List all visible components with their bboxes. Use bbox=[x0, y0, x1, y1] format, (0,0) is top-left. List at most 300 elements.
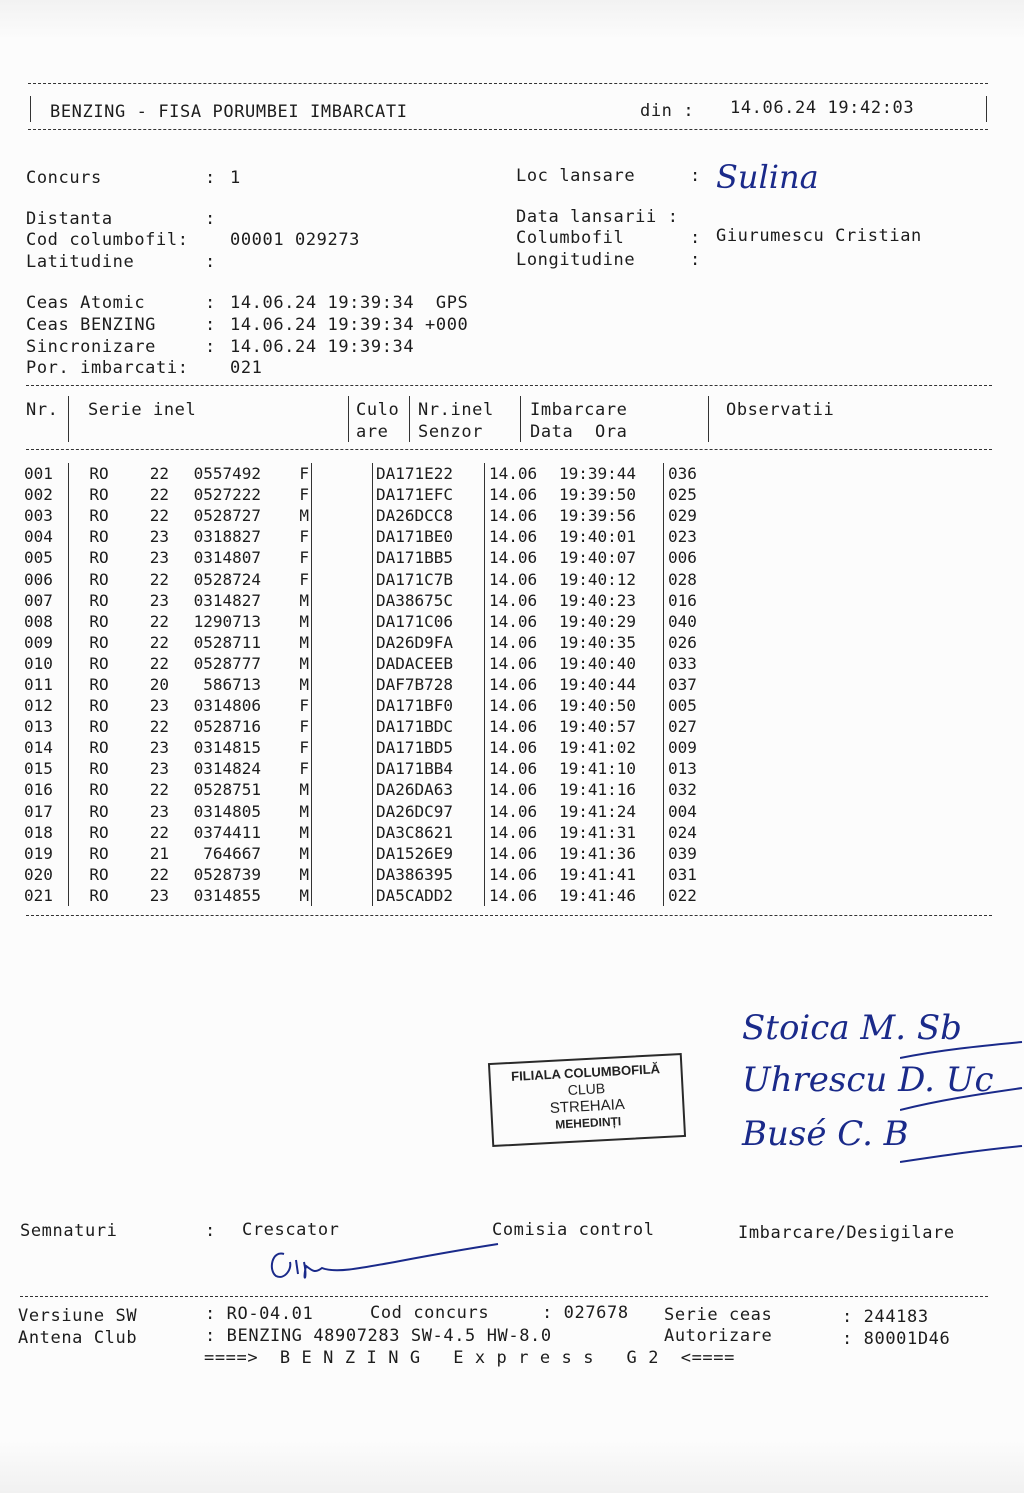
semnaturi-colon: : bbox=[205, 1221, 216, 1241]
row-year: 22 bbox=[149, 780, 169, 800]
row-year: 23 bbox=[149, 801, 169, 821]
club-stamp bbox=[488, 1053, 686, 1147]
versiune-sw-value: RO-04.01 bbox=[226, 1304, 314, 1324]
cod-concurs-value: : 027678 bbox=[542, 1303, 629, 1323]
loc-lansare-label: Loc lansare bbox=[516, 166, 636, 186]
row-country: RO bbox=[89, 738, 109, 758]
row-color bbox=[312, 484, 373, 505]
row-year: 23 bbox=[149, 759, 169, 779]
row-year: 23 bbox=[149, 548, 169, 568]
row-date: 14.06 bbox=[489, 527, 538, 547]
row-time: 19:41:02 bbox=[559, 737, 664, 758]
row-country: RO bbox=[89, 611, 109, 631]
header-divider-nr bbox=[68, 396, 69, 442]
row-ring-number: 0557492 bbox=[193, 464, 261, 484]
row-nr: 014 bbox=[24, 737, 69, 758]
row-time: 19:41:46 bbox=[559, 885, 664, 906]
row-country: RO bbox=[89, 822, 109, 842]
cod-columbofil-label: Cod columbofil: bbox=[26, 230, 189, 250]
row-sex: M bbox=[261, 843, 312, 864]
row-year: 22 bbox=[149, 464, 169, 484]
row-sex: M bbox=[261, 611, 312, 632]
antena-club-value: BENZING 48907283 SW-4.5 HW-8.0 bbox=[226, 1326, 552, 1346]
row-sensor: DA171C7B bbox=[373, 568, 485, 589]
column-header-culo: Culo bbox=[356, 400, 400, 420]
row-year: 21 bbox=[149, 843, 169, 863]
row-observatii: 028 bbox=[668, 569, 697, 589]
row-year: 23 bbox=[149, 590, 169, 610]
row-nr: 009 bbox=[24, 632, 69, 653]
row-time: 19:40:40 bbox=[559, 653, 664, 674]
table-row bbox=[24, 590, 728, 611]
crescator-signature bbox=[262, 1240, 502, 1296]
row-sensor: DADACEEB bbox=[373, 653, 485, 674]
row-sex: M bbox=[261, 885, 312, 906]
table-row bbox=[24, 822, 728, 843]
row-date: 14.06 bbox=[489, 717, 538, 737]
row-sensor: DA171C06 bbox=[373, 611, 485, 632]
table-row bbox=[24, 653, 728, 674]
serie-ceas-label: Serie ceas bbox=[664, 1305, 773, 1325]
row-time: 19:41:31 bbox=[559, 822, 664, 843]
row-sensor: DA3C8621 bbox=[373, 822, 485, 843]
row-time: 19:40:01 bbox=[559, 526, 664, 547]
row-color bbox=[312, 716, 373, 737]
row-date: 14.06 bbox=[489, 780, 538, 800]
row-nr: 010 bbox=[24, 653, 69, 674]
row-sex: M bbox=[261, 653, 312, 674]
loc-lansare-handwritten: Sulina bbox=[716, 158, 819, 196]
row-year: 22 bbox=[149, 822, 169, 842]
row-nr: 001 bbox=[24, 463, 69, 484]
row-year: 23 bbox=[149, 527, 169, 547]
row-country: RO bbox=[89, 548, 109, 568]
versiune-label: Versiune SW bbox=[18, 1306, 138, 1326]
row-time: 19:41:24 bbox=[559, 801, 664, 822]
row-sex: F bbox=[261, 547, 312, 568]
row-nr: 008 bbox=[24, 611, 69, 632]
row-ring-number: 0528751 bbox=[193, 780, 261, 800]
row-ring-number: 1290713 bbox=[193, 611, 261, 631]
row-country: RO bbox=[89, 717, 109, 737]
row-ring-number: 0314855 bbox=[193, 885, 261, 905]
pigeon-table bbox=[24, 463, 728, 906]
row-year: 23 bbox=[149, 885, 169, 905]
header-divider-imbarcare bbox=[708, 396, 709, 442]
row-time: 19:39:56 bbox=[559, 505, 664, 526]
row-color bbox=[312, 843, 373, 864]
row-time: 19:41:41 bbox=[559, 864, 664, 885]
row-observatii: 031 bbox=[668, 864, 697, 884]
row-ring-number: 0314805 bbox=[193, 801, 261, 821]
row-color bbox=[312, 653, 373, 674]
print-datetime: 14.06.24 19:42:03 bbox=[730, 98, 915, 118]
sincronizare-label: Sincronizare bbox=[26, 337, 157, 357]
row-ring-number: 0528711 bbox=[193, 632, 261, 652]
row-nr: 005 bbox=[24, 547, 69, 568]
table-row bbox=[24, 737, 728, 758]
column-header-observatii: Observatii bbox=[726, 400, 835, 420]
row-date: 14.06 bbox=[489, 864, 538, 884]
row-observatii: 040 bbox=[668, 611, 697, 631]
row-nr: 016 bbox=[24, 779, 69, 800]
latitudine-label: Latitudine bbox=[26, 252, 135, 272]
row-observatii: 024 bbox=[668, 822, 697, 842]
row-color bbox=[312, 885, 373, 906]
table-row bbox=[24, 885, 728, 906]
row-time: 19:39:50 bbox=[559, 484, 664, 505]
row-date: 14.06 bbox=[489, 590, 538, 610]
row-color bbox=[312, 695, 373, 716]
table-row bbox=[24, 779, 728, 800]
row-date: 14.06 bbox=[489, 611, 538, 631]
row-observatii: 027 bbox=[668, 717, 697, 737]
row-observatii: 022 bbox=[668, 885, 697, 905]
column-header-senzor: Senzor bbox=[418, 422, 484, 442]
row-country: RO bbox=[89, 569, 109, 589]
table-row bbox=[24, 463, 728, 484]
comisia-control-label: Comisia control bbox=[492, 1220, 655, 1240]
row-sensor: DA171BE0 bbox=[373, 526, 485, 547]
signature-underline bbox=[900, 1030, 1024, 1170]
row-time: 19:40:23 bbox=[559, 590, 664, 611]
row-year: 23 bbox=[149, 696, 169, 716]
row-sensor: DAF7B728 bbox=[373, 674, 485, 695]
row-sensor: DA171BB5 bbox=[373, 547, 485, 568]
row-sensor: DA171EFC bbox=[373, 484, 485, 505]
row-ring-number: 0528727 bbox=[193, 506, 261, 526]
table-row bbox=[24, 505, 728, 526]
row-sex: M bbox=[261, 822, 312, 843]
data-lansarii-label: Data lansarii : bbox=[516, 207, 679, 227]
column-header-nrinel: Nr.inel bbox=[418, 400, 494, 420]
header-top-rule bbox=[28, 83, 988, 84]
ceas-benzing-value: 14.06.24 19:39:34 +000 bbox=[230, 315, 469, 335]
row-color bbox=[312, 526, 373, 547]
row-sex: M bbox=[261, 590, 312, 611]
row-country: RO bbox=[89, 506, 109, 526]
document-title: BENZING - FISA PORUMBEI IMBARCATI bbox=[50, 102, 408, 122]
row-observatii: 016 bbox=[668, 590, 697, 610]
row-country: RO bbox=[89, 674, 109, 694]
row-color bbox=[312, 779, 373, 800]
table-bottom-rule bbox=[26, 915, 992, 916]
row-sex: M bbox=[261, 864, 312, 885]
row-color bbox=[312, 632, 373, 653]
table-row bbox=[24, 547, 728, 568]
cod-columbofil-value: 00001 029273 bbox=[230, 230, 361, 250]
row-sensor: DA171BDC bbox=[373, 716, 485, 737]
row-date: 14.06 bbox=[489, 485, 538, 505]
row-country: RO bbox=[89, 801, 109, 821]
row-date: 14.06 bbox=[489, 843, 538, 863]
ceas-atomic-label: Ceas Atomic bbox=[26, 293, 146, 313]
row-observatii: 039 bbox=[668, 843, 697, 863]
row-date: 14.06 bbox=[489, 801, 538, 821]
row-year: 22 bbox=[149, 653, 169, 673]
row-country: RO bbox=[89, 843, 109, 863]
din-label: din : bbox=[640, 101, 695, 121]
row-date: 14.06 bbox=[489, 506, 538, 526]
row-ring-number: 0314824 bbox=[193, 759, 261, 779]
row-nr: 003 bbox=[24, 505, 69, 526]
longitudine-colon: : bbox=[690, 250, 701, 270]
row-nr: 019 bbox=[24, 843, 69, 864]
table-row bbox=[24, 716, 728, 737]
row-country: RO bbox=[89, 864, 109, 884]
row-observatii: 004 bbox=[668, 801, 697, 821]
table-row bbox=[24, 801, 728, 822]
row-ring-number: 0528716 bbox=[193, 717, 261, 737]
row-color bbox=[312, 505, 373, 526]
table-row bbox=[24, 674, 728, 695]
row-sensor: DA26D9FA bbox=[373, 632, 485, 653]
loc-lansare-colon: : bbox=[690, 166, 701, 186]
imbarcare-desigilare-label: Imbarcare/Desigilare bbox=[738, 1223, 955, 1243]
row-color bbox=[312, 463, 373, 484]
row-color bbox=[312, 801, 373, 822]
antena-value: : BENZING 48907283 SW-4.5 HW-8.0 bbox=[205, 1326, 552, 1346]
row-sensor: DA171E22 bbox=[373, 463, 485, 484]
row-sex: M bbox=[261, 779, 312, 800]
row-observatii: 029 bbox=[668, 506, 697, 526]
row-ring-number: 0528724 bbox=[193, 569, 261, 589]
row-observatii: 013 bbox=[668, 759, 697, 779]
row-year: 22 bbox=[149, 506, 169, 526]
serie-ceas-number: 244183 bbox=[863, 1307, 929, 1327]
row-year: 22 bbox=[149, 569, 169, 589]
row-year: 22 bbox=[149, 717, 169, 737]
row-sensor: DA386395 bbox=[373, 864, 485, 885]
row-ring-number: 0314806 bbox=[193, 696, 261, 716]
row-year: 23 bbox=[149, 738, 169, 758]
header-bottom-rule bbox=[28, 129, 988, 130]
table-row bbox=[24, 843, 728, 864]
row-date: 14.06 bbox=[489, 632, 538, 652]
row-nr: 013 bbox=[24, 716, 69, 737]
row-sex: F bbox=[261, 716, 312, 737]
row-country: RO bbox=[89, 590, 109, 610]
latitudine-colon: : bbox=[205, 252, 216, 272]
header-right-border bbox=[986, 96, 987, 122]
row-sex: F bbox=[261, 526, 312, 547]
autorizare-label: Autorizare bbox=[664, 1326, 773, 1346]
row-time: 19:40:57 bbox=[559, 716, 664, 737]
row-ring-number: 0314807 bbox=[193, 548, 261, 568]
row-nr: 011 bbox=[24, 674, 69, 695]
row-ring-number: 586713 bbox=[203, 674, 261, 694]
row-nr: 020 bbox=[24, 864, 69, 885]
table-row bbox=[24, 864, 728, 885]
handwritten-signature-1: Stoica M. Sb bbox=[742, 1008, 962, 1048]
row-year: 22 bbox=[149, 864, 169, 884]
row-country: RO bbox=[89, 696, 109, 716]
header-divider-senzor bbox=[520, 396, 521, 442]
row-observatii: 005 bbox=[668, 696, 697, 716]
row-sensor: DA171BD5 bbox=[373, 737, 485, 758]
row-nr: 004 bbox=[24, 526, 69, 547]
row-color bbox=[312, 547, 373, 568]
row-country: RO bbox=[89, 485, 109, 505]
table-row bbox=[24, 611, 728, 632]
cod-concurs-number: 027678 bbox=[563, 1303, 629, 1323]
row-nr: 002 bbox=[24, 484, 69, 505]
semnaturi-label: Semnaturi bbox=[20, 1221, 118, 1241]
por-imbarcati-label: Por. imbarcati: bbox=[26, 358, 189, 378]
header-divider-culo bbox=[409, 396, 410, 442]
table-row bbox=[24, 695, 728, 716]
table-row bbox=[24, 758, 728, 779]
row-time: 19:40:29 bbox=[559, 611, 664, 632]
table-row bbox=[24, 632, 728, 653]
row-nr: 007 bbox=[24, 590, 69, 611]
row-sex: F bbox=[261, 463, 312, 484]
row-nr: 015 bbox=[24, 758, 69, 779]
columbofil-label: Columbofil bbox=[516, 228, 625, 248]
row-sex: M bbox=[261, 801, 312, 822]
header-divider-serie bbox=[348, 396, 349, 442]
row-sensor: DA171BF0 bbox=[373, 695, 485, 716]
table-row bbox=[24, 568, 728, 589]
row-observatii: 033 bbox=[668, 653, 697, 673]
row-observatii: 025 bbox=[668, 485, 697, 505]
row-sex: M bbox=[261, 632, 312, 653]
row-country: RO bbox=[89, 632, 109, 652]
row-time: 19:40:12 bbox=[559, 568, 664, 589]
row-color bbox=[312, 674, 373, 695]
sincronizare-colon: : bbox=[205, 337, 216, 357]
stamp-line-3: STREHAIA bbox=[549, 1096, 626, 1117]
row-observatii: 009 bbox=[668, 738, 697, 758]
row-ring-number: 0528739 bbox=[193, 864, 261, 884]
concurs-value: 1 bbox=[230, 168, 241, 188]
column-header-nr: Nr. bbox=[26, 400, 59, 420]
row-sex: F bbox=[261, 484, 312, 505]
crescator-label: Crescator bbox=[242, 1220, 340, 1240]
row-date: 14.06 bbox=[489, 759, 538, 779]
row-nr: 012 bbox=[24, 695, 69, 716]
distanta-colon: : bbox=[205, 209, 216, 229]
row-sensor: DA171BB4 bbox=[373, 758, 485, 779]
row-country: RO bbox=[89, 885, 109, 905]
stamp-line-2: CLUB bbox=[567, 1080, 606, 1098]
row-observatii: 023 bbox=[668, 527, 697, 547]
row-nr: 018 bbox=[24, 822, 69, 843]
row-sensor: DA26DCC8 bbox=[373, 505, 485, 526]
row-sex: M bbox=[261, 674, 312, 695]
table-header-top-rule bbox=[26, 385, 992, 386]
row-time: 19:40:07 bbox=[559, 547, 664, 568]
table-row bbox=[24, 484, 728, 505]
row-country: RO bbox=[89, 527, 109, 547]
row-date: 14.06 bbox=[489, 569, 538, 589]
row-time: 19:41:16 bbox=[559, 779, 664, 800]
table-header-bottom-rule bbox=[26, 449, 992, 450]
serie-ceas-value: : 244183 bbox=[842, 1307, 929, 1327]
row-nr: 017 bbox=[24, 801, 69, 822]
row-time: 19:41:36 bbox=[559, 843, 664, 864]
row-year: 22 bbox=[149, 485, 169, 505]
row-sensor: DA5CADD2 bbox=[373, 885, 485, 906]
row-ring-number: 0314815 bbox=[193, 738, 261, 758]
row-country: RO bbox=[89, 780, 109, 800]
row-date: 14.06 bbox=[489, 696, 538, 716]
distanta-label: Distanta bbox=[26, 209, 113, 229]
row-nr: 006 bbox=[24, 568, 69, 589]
stamp-line-4: MEHEDINȚI bbox=[554, 1114, 622, 1132]
row-ring-number: 0527222 bbox=[193, 485, 261, 505]
footer-rule bbox=[20, 1296, 988, 1297]
row-country: RO bbox=[89, 759, 109, 779]
row-sex: F bbox=[261, 737, 312, 758]
row-date: 14.06 bbox=[489, 885, 538, 905]
table-row bbox=[24, 526, 728, 547]
row-time: 19:40:44 bbox=[559, 674, 664, 695]
column-header-data-ora: Data Ora bbox=[530, 422, 628, 442]
row-observatii: 036 bbox=[668, 464, 697, 484]
column-header-serie: Serie inel bbox=[88, 400, 197, 420]
column-header-imbarcare: Imbarcare bbox=[530, 400, 628, 420]
por-imbarcati-value: 021 bbox=[230, 358, 263, 378]
handwritten-signature-2: Uhrescu D. Uc bbox=[742, 1060, 994, 1100]
row-sex: F bbox=[261, 758, 312, 779]
row-date: 14.06 bbox=[489, 464, 538, 484]
columbofil-colon: : bbox=[690, 228, 701, 248]
row-sensor: DA26DC97 bbox=[373, 801, 485, 822]
row-time: 19:40:50 bbox=[559, 695, 664, 716]
cod-concurs-label: Cod concurs bbox=[370, 1303, 490, 1323]
benzing-express-line: ====> B E N Z I N G E x p r e s s G 2 <==== bbox=[204, 1348, 735, 1368]
row-color bbox=[312, 758, 373, 779]
row-time: 19:40:35 bbox=[559, 632, 664, 653]
ceas-benzing-colon: : bbox=[205, 315, 216, 335]
antena-label: Antena Club bbox=[18, 1328, 138, 1348]
row-date: 14.06 bbox=[489, 738, 538, 758]
row-nr: 021 bbox=[24, 885, 69, 906]
row-color bbox=[312, 590, 373, 611]
row-year: 20 bbox=[149, 674, 169, 694]
row-sensor: DA1526E9 bbox=[373, 843, 485, 864]
concurs-label: Concurs bbox=[26, 168, 102, 188]
row-color bbox=[312, 864, 373, 885]
sincronizare-value: 14.06.24 19:39:34 bbox=[230, 337, 415, 357]
row-year: 22 bbox=[149, 611, 169, 631]
row-ring-number: 0374411 bbox=[193, 822, 261, 842]
ceas-benzing-label: Ceas BENZING bbox=[26, 315, 157, 335]
ceas-atomic-value: 14.06.24 19:39:34 GPS bbox=[230, 293, 469, 313]
row-ring-number: 0318827 bbox=[193, 527, 261, 547]
concurs-colon: : bbox=[205, 168, 216, 188]
row-time: 19:41:10 bbox=[559, 758, 664, 779]
row-date: 14.06 bbox=[489, 548, 538, 568]
row-color bbox=[312, 822, 373, 843]
row-country: RO bbox=[89, 464, 109, 484]
row-sensor: DA26DA63 bbox=[373, 779, 485, 800]
row-date: 14.06 bbox=[489, 674, 538, 694]
row-date: 14.06 bbox=[489, 653, 538, 673]
row-country: RO bbox=[89, 653, 109, 673]
row-color bbox=[312, 737, 373, 758]
column-header-culo-2: are bbox=[356, 422, 389, 442]
row-color bbox=[312, 568, 373, 589]
columbofil-value: Giurumescu Cristian bbox=[716, 226, 922, 246]
row-year: 22 bbox=[149, 632, 169, 652]
versiune-value: : RO-04.01 bbox=[205, 1304, 314, 1324]
row-sex: M bbox=[261, 505, 312, 526]
row-sex: F bbox=[261, 695, 312, 716]
header-left-border bbox=[30, 96, 31, 122]
row-sex: F bbox=[261, 568, 312, 589]
